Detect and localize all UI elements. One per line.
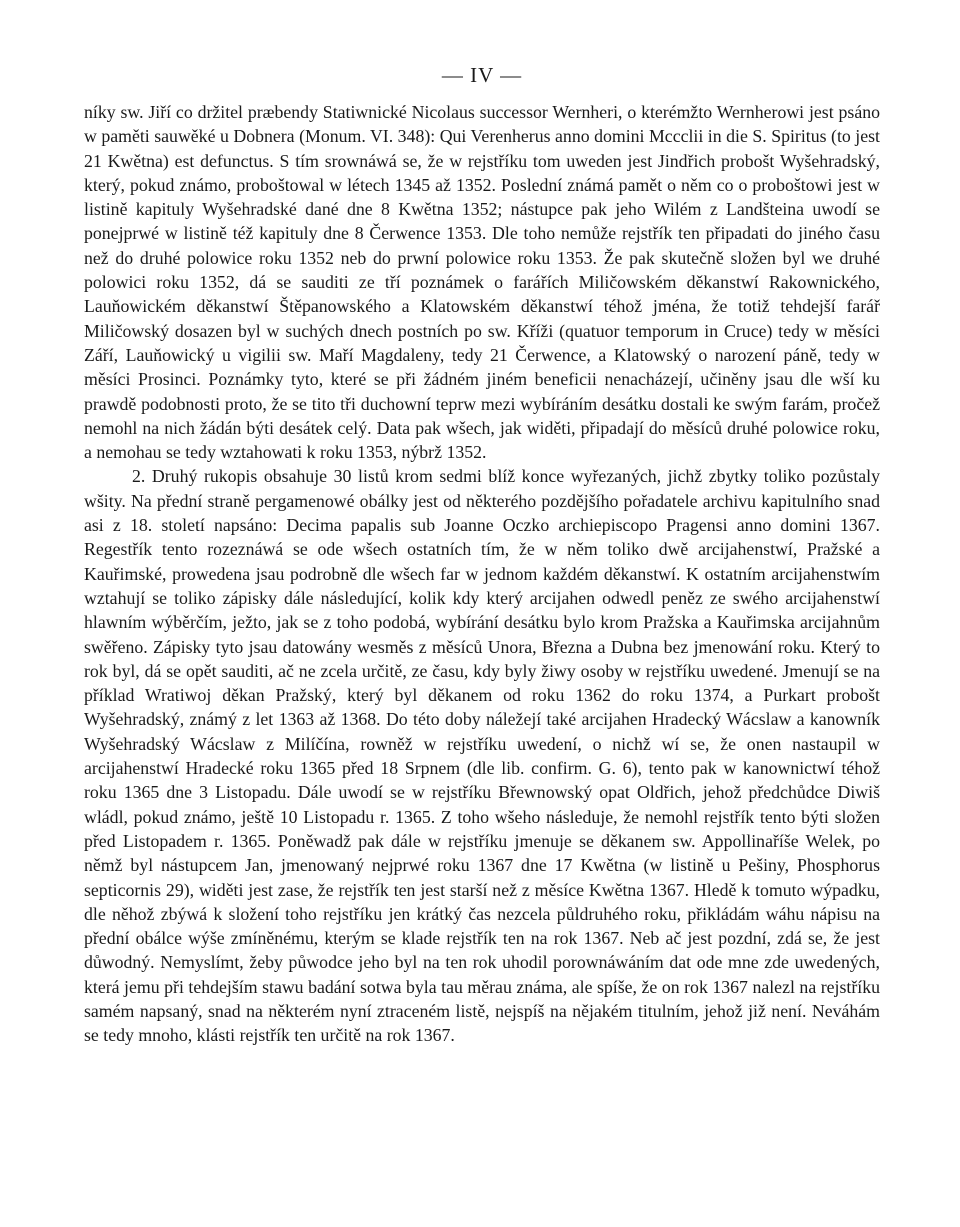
page-number: — IV — [441, 63, 523, 87]
paragraph-1: níky sw. Jiří co držitel præbendy Statiwnické Nicolaus successor Wernheri, o kterémžto Wernherowi jest psáno w paměti sauwěké u Dobnera (Monum. VI. 348): Qui Verenherus anno domini Mccclii in die S. Spiritus (to jest 21 Kwětna) est defunctus. S tím srownáwá se, že w rejstříku tom uweden jest Jindřich probošt Wyšehradský, který, pokud známo, proboštowal w létech 1345 až 1352. Poslední známá pamět o něm co o proboštowi jest w listině kapituly Wyšehradské dané dne 8 Kwětna 1352; nástupce pak jeho Wilém z Landšteina uwodí se ponejprwé w listině též kapituly dne 8 Čerwence 1353. Dle toho nemůže rejstřík ten připadati do jiného času než do druhé polowice roku 1352 neb do prwní polowice roku 1353. Že pak skutečně složen byl we druhé polowici roku 1352, dá se sauditi ze tří poznámek o farářích Miličowském děkanstwí Rakownického, Lauňowickém děkanstwí Štěpanowského a Klatowském děkanstwí téhož jména, že totiž tehdejší farář Miličowský dosazen byl w suchých dnech postních po sw. Kříži (quatuor temporum in Cruce) tedy w měsíci Září, Lauňowický u vigilii sw. Maří Magdaleny, tedy 21 Čerwence, a Klatowský o narození páně, tedy w měsíci Prosinci. Poznámky tyto, které se při žádném jiném beneficii nenacházejí, učiněny jsau dle wší ku prawdě podobnosti proto, že se tito tři duchowní teprw mezi wybíráním desátku dostali ke swým farám, pročež nemohl na nich žádán býti desátek celý. Data pak wšech, jak widěti, připadají do měsíců druhé polowice roku, a nemohau se tedy wztahowati k roku 1353, nýbrž 1352. [84, 102, 880, 463]
paragraph-2: 2. Druhý rukopis obsahuje 30 listů krom sedmi blíž konce wyřezaných, jichž zbytky toliko pozůstaly wšity. Na přední straně pergamenowé obálky jest od některého pozdějšího pořadatele archivu kapitulního snad asi z 18. století napsáno: Decima papalis sub Joanne Oczko archiepiscopo Pragensi anno domini 1367. Regestřík tento rozeznáwá se ode wšech ostatních tím, že w něm toliko dwě arcijahenstwí, Pražské a Kauřimské, prowedena jsau podrobně dle wšech far w jednom každém děkanstwí. K ostatním arcijahenstwím wztahují se toliko zápisky dále následující, kolik kdy který arcijahen odwedl peněz ze swého arcijahenstwí hlawním wýběrčím, ježto, jak se z toho podobá, wybírání desátku bylo krom Pražska a Kauřimska arcijahnům swěřeno. Zápisky tyto jsau datowány wesměs z měsíců Unora, Března a Dubna bez jmenowání roku. Který to rok byl, dá se opět sauditi, ač ne zcela určitě, ze času, kdy byly žiwy osoby w rejstříku uwedené. Jmenují se na příklad Wratiwoj děkan Pražský, který byl děkanem od roku 1362 do roku 1374, a Purkart probošt Wyšehradský, známý z let 1363 až 1368. Do této doby náležejí také arcijahen Hradecký Wácslaw a kanowník Wyšehradský Wácslaw z Milíčína, rowněž w rejstříku uwedení, o nichž wí se, že onen nastaupil w arcijahenstwí Hradecké roku 1365 před 18 Srpnem (dle lib. confirm. G. 6), tento pak w kanownictwí téhož roku 1365 dne 3 Listopadu. Dále uwodí se w rejstříku Břewnowský opat Oldřich, jehož předchůdce Diwiš wládl, pokud známo, ještě 10 Listopadu r. 1365. Z toho wšeho následuje, že nemohl rejstřík tento býti složen před Listopadem r. 1365. Poněwadž pak dále w rejstříku jmenuje se děkanem sw. Appollinaříše Welek, po němž byl nástupcem Jan, jmenowaný nejprwé roku 1367 dne 17 Kwětna (w listině u Pešiny, Phosphorus septicornis 29), widěti jest zase, že rejstřík ten jest starší než z měsíce Kwětna 1367. Hledě k tomuto wýpadku, dle něhož zbýwá k složení toho rejstříku jen krátký čas nezcela půldruhého roku, přikládám wáhu nápisu na přední obálce wýše zmíněnému, kterým se klade rejstřík ten na rok 1367. Neb ač jest pozdní, zdá se, že jest důwodný. Nemyslímt, žeby půwodce jeho byl na ten rok uhodil porownáwáním dat ode mne zde uwedených, která jemu při tehdejším stawu badání sotwa byla tau měrau známa, ale spíše, že on rok 1367 nalezl na rejstříku samém napsaný, snad na některém nyní ztraceném listě, nejspíš na nějakém titulním, jehož již není. Neváhám se tedy mnoho, klásti rejstřík ten určitě na rok 1367. [84, 466, 880, 1046]
